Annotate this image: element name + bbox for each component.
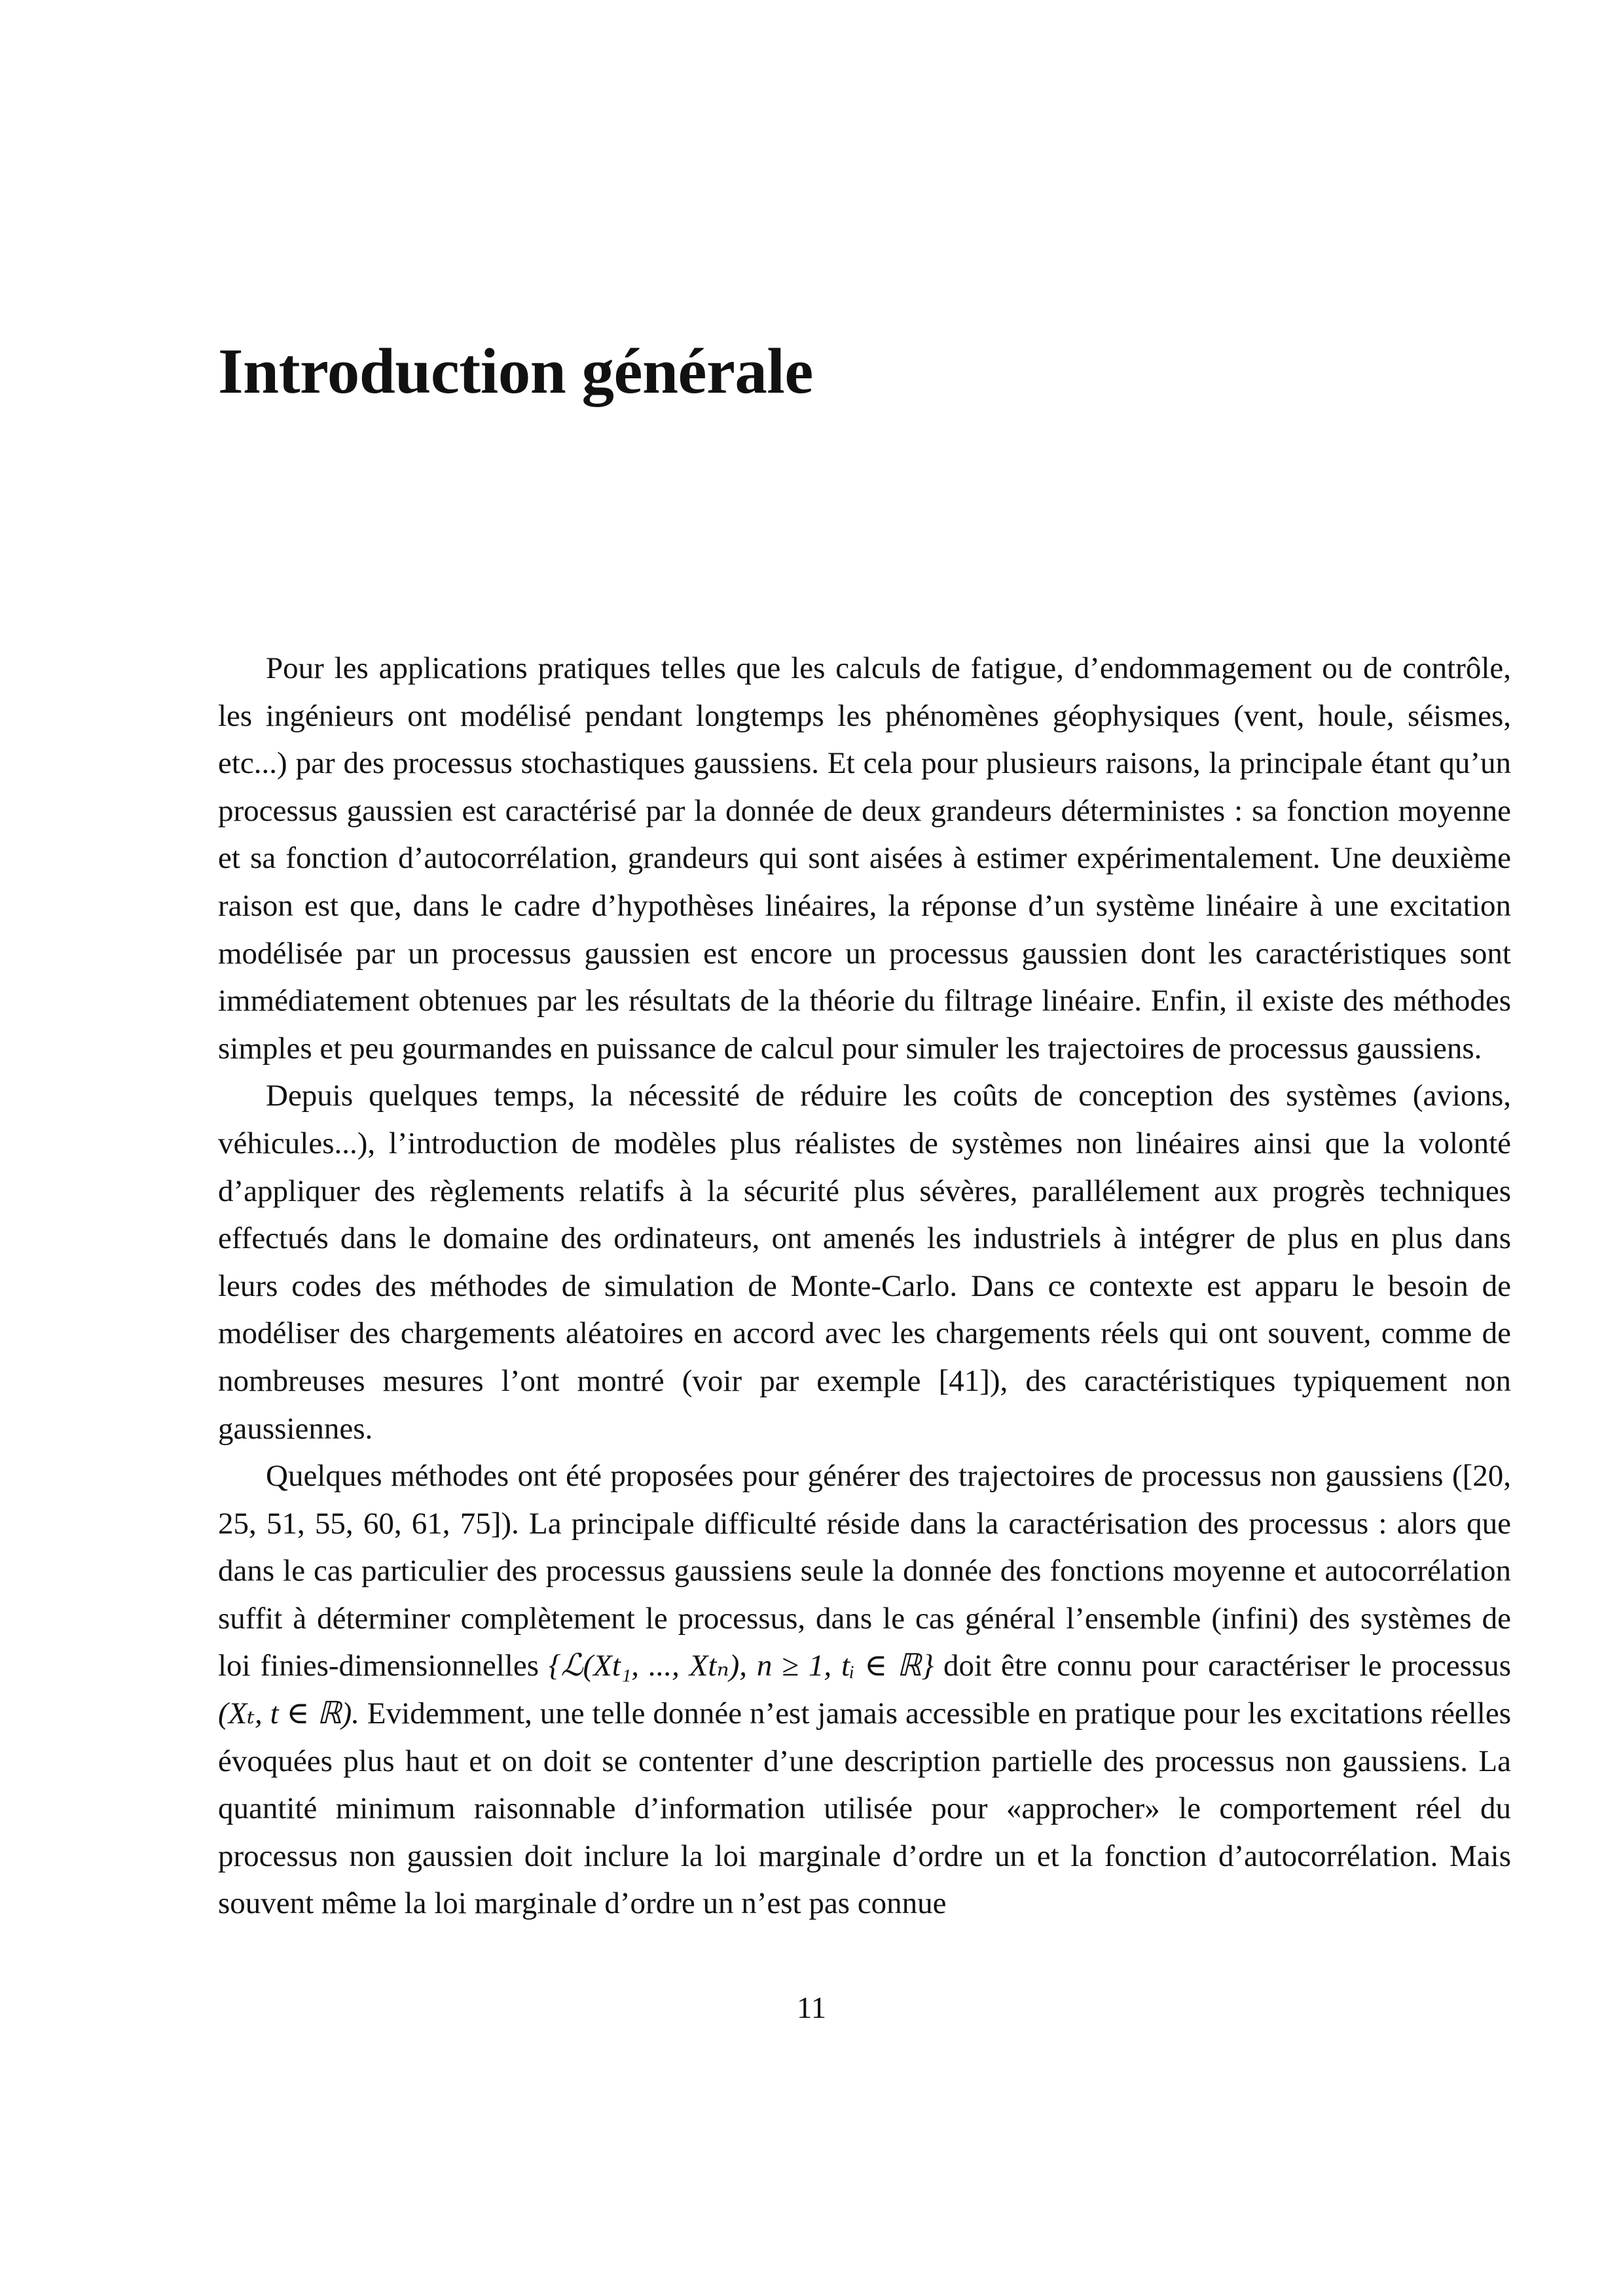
finite-dimensional-laws-formula: {ℒ(Xt₁, ..., Xtₙ), n ≥ 1, tᵢ ∈ ℝ} [548, 1649, 934, 1683]
process-formula: (Xₜ, t ∈ ℝ). [218, 1696, 359, 1731]
paragraph-2: Depuis quelques temps, la nécessité de réduire les coûts de conception des systèmes (avions, véhicules...), l’introduction de modèles plus réalistes de systèmes non linéaires ainsi que la volonté d’appliquer des règlements relatifs à la sécurité plus sévères, parallélement aux progrès techniques effectués dans le domaine des ordinateurs, ont amenés les industriels à intégrer de plus en plus dans leurs codes des méthodes de simulation de Monte-Carlo. Dans ce contexte est apparu le besoin de modéliser des chargements aléatoires en accord avec les chargements réels qui ont souvent, comme de nombreuses mesures l’ont montré (voir par exemple [41]), des caractéristiques typiquement non gaussiennes. [218, 1079, 1511, 1446]
paragraph-1: Pour les applications pratiques telles que les calculs de fatigue, d’endommagement ou de contrôle, les ingénieurs ont modélisé pendant longtemps les phénomènes géophysiques (vent, houle, séismes, etc...) par des processus stochastiques gaussiens. Et cela pour plusieurs raisons, la principale étant qu’un processus gaussien est caractérisé par la donnée de deux grandeurs déterministes : sa fonction moyenne et sa fonction d’autocorrélation, grandeurs qui sont aisées à estimer expérimentalement. Une deuxième raison est que, dans le cadre d’hypothèses linéaires, la réponse d’un système linéaire à une excitation modélisée par un processus gaussien est encore un processus gaussien dont les caractéristiques sont immédiatement obtenues par les résultats de la théorie du filtrage linéaire. Enfin, il existe des méthodes simples et peu gourmandes en puissance de calcul pour simuler les trajectoires de processus gaussiens. [218, 651, 1511, 1066]
page-title: Introduction générale [218, 336, 813, 407]
paragraph-3 [218, 1452, 1511, 1928]
paragraph-3-text-start: Quelques méthodes ont été proposées pour générer des trajectoires de processus non gaussiens ([20, 25, 51, 55, 60, 61, 75]). La principale difficulté réside dans la caractérisation des processus : alors que dans le cas particulier des processus gaussiens seule la donnée des fonctions moyenne et autocorrélation suffit à déterminer complètement le processus, dans le cas général l’ensemble (infini) des systèmes de loi finies-dimensionnelles [218, 1459, 1511, 1683]
paragraph-3-text-middle: doit être connu pour caractériser le processus [943, 1649, 1511, 1683]
page-number: 11 [796, 1991, 827, 2025]
body-text [218, 645, 1511, 1928]
paragraph-3-text-end: Evidemment, une telle donnée n’est jamais accessible en pratique pour les excitations réelles évoquées plus haut et on doit se contenter d’une description partielle des processus non gaussiens. La quantité minimum raisonnable d’information utilisée pour «approcher» le comportement réel du processus non gaussien doit inclure la loi marginale d’ordre un et la fonction d’autocorrélation. Mais souvent même la loi marginale d’ordre un n’est pas connue [218, 1696, 1511, 1921]
